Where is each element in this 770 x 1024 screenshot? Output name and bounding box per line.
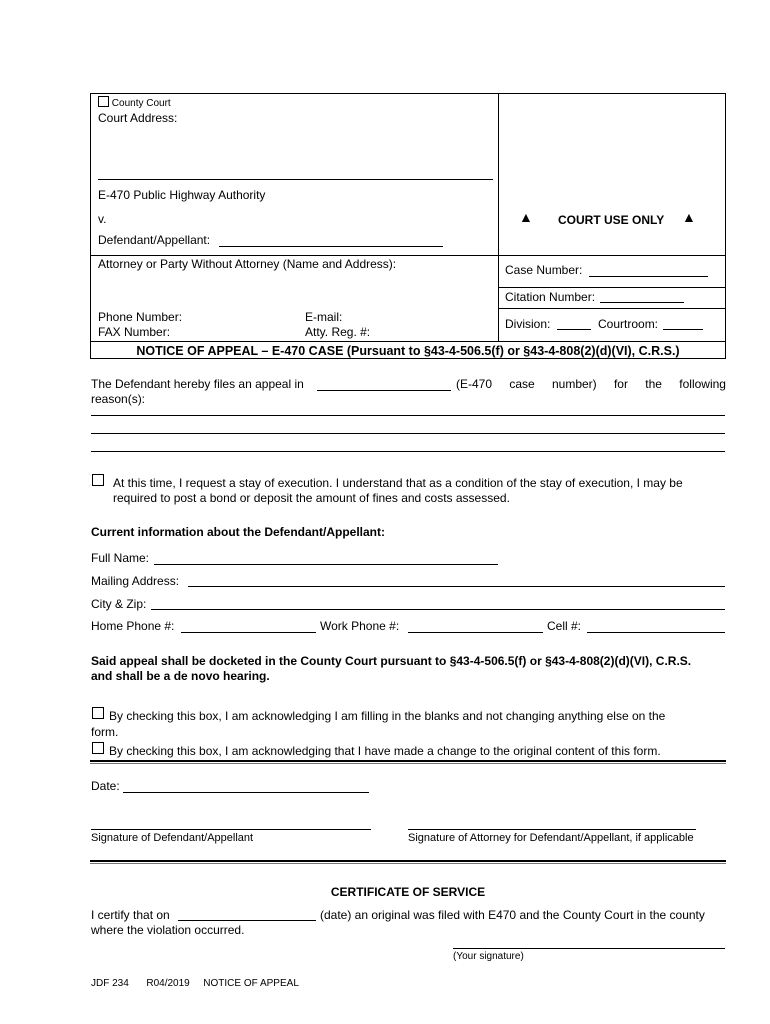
changed-checkbox[interactable]	[92, 742, 104, 754]
mailing-address-label: Mailing Address:	[91, 574, 180, 588]
full-name-line[interactable]	[154, 564, 498, 565]
home-phone-line[interactable]	[181, 632, 316, 633]
certificate-heading: CERTIFICATE OF SERVICE	[330, 885, 486, 899]
court-address-line[interactable]	[98, 179, 493, 180]
stay-checkbox[interactable]	[92, 474, 104, 486]
appeal-case-number-line[interactable]	[317, 390, 451, 391]
mailing-address-line[interactable]	[188, 586, 725, 587]
citation-number-line[interactable]	[600, 302, 684, 303]
phone-label: Phone Number:	[98, 310, 183, 324]
defendant-signature-label: Signature of Defendant/Appellant	[91, 832, 254, 844]
footer	[91, 978, 299, 989]
appeal-intro-prefix: The Defendant hereby files an appeal in	[91, 377, 304, 391]
cell-label: Cell #:	[547, 619, 582, 633]
plaintiff-name: E-470 Public Highway Authority	[98, 188, 266, 202]
work-phone-label: Work Phone #:	[320, 619, 400, 633]
courtroom-line[interactable]	[663, 329, 703, 330]
appeal-intro-line2: reason(s):	[91, 392, 146, 406]
date-line[interactable]	[123, 792, 369, 793]
citation-divider	[498, 308, 726, 309]
no-change-checkbox[interactable]	[92, 707, 104, 719]
appeal-intro-suffix: (E-470 case number) for the following	[456, 377, 726, 391]
docketed-line1: Said appeal shall be docketed in the County Court pursuant to §43-4-506.5(f) or §43-4-808(2)(d)(VI), C.R.S.	[91, 654, 692, 668]
case-number-label: Case Number:	[505, 263, 583, 277]
fax-label: FAX Number:	[98, 325, 171, 339]
your-signature-label: (Your signature)	[453, 951, 524, 962]
reason-line[interactable]	[91, 451, 725, 452]
reason-line[interactable]	[91, 433, 725, 434]
courtroom-label: Courtroom:	[598, 317, 659, 331]
section-separator	[90, 760, 726, 764]
court-address-label: Court Address:	[98, 111, 178, 125]
county-court-label: County Court	[111, 98, 171, 109]
citation-number-label: Citation Number:	[505, 290, 596, 304]
form-title: NOTICE OF APPEAL – E-470 CASE (Pursuant to §43-4-506.5(f) or §43-4-808(2)(d)(VI), C.R.S.)	[136, 344, 680, 358]
cell-line[interactable]	[587, 632, 725, 633]
full-name-label: Full Name:	[91, 551, 150, 565]
no-change-text-line2: form.	[91, 725, 119, 739]
division-line[interactable]	[557, 329, 591, 330]
no-change-text-line1: By checking this box, I am acknowledging I am filling in the blanks and not changing anything else on the	[109, 709, 666, 723]
versus-label: v.	[98, 212, 107, 226]
email-label: E-mail:	[305, 310, 343, 324]
certify-suffix: (date) an original was filed with E470 and the County Court in the county	[320, 908, 705, 922]
triangle-up-icon: ▲	[519, 209, 533, 225]
changed-text: By checking this box, I am acknowledging that I have made a change to the original content of this form.	[109, 744, 661, 758]
division-label: Division:	[505, 317, 551, 331]
reason-line[interactable]	[91, 415, 725, 416]
date-label: Date:	[91, 779, 120, 793]
defendant-label: Defendant/Appellant:	[98, 233, 211, 247]
home-phone-label: Home Phone #:	[91, 619, 175, 633]
case-number-line[interactable]	[589, 276, 708, 277]
caption-divider-attorney	[90, 255, 726, 256]
form-name: NOTICE OF APPEAL	[203, 978, 299, 989]
attorney-signature-line[interactable]	[408, 829, 696, 830]
triangle-up-icon: ▲	[682, 209, 696, 225]
attorney-label: Attorney or Party Without Attorney (Name and Address):	[98, 257, 397, 271]
certify-date-line[interactable]	[178, 920, 316, 921]
form-id: JDF 234	[91, 978, 129, 989]
atty-reg-label: Atty. Reg. #:	[305, 325, 371, 339]
court-use-only-label: COURT USE ONLY	[558, 213, 665, 227]
defendant-name-line[interactable]	[219, 246, 443, 247]
caption-divider-title	[90, 341, 726, 342]
defendant-signature-line[interactable]	[91, 829, 371, 830]
county-court-checkbox[interactable]	[98, 96, 109, 107]
attorney-signature-label: Signature of Attorney for Defendant/Appellant, if applicable	[408, 832, 694, 844]
case-number-divider	[498, 287, 726, 288]
certify-prefix: I certify that on	[91, 908, 170, 922]
city-zip-line[interactable]	[151, 609, 725, 610]
city-zip-label: City & Zip:	[91, 597, 147, 611]
section-separator	[90, 860, 726, 864]
your-signature-line[interactable]	[453, 948, 725, 949]
work-phone-line[interactable]	[408, 632, 543, 633]
stay-text-line1: At this time, I request a stay of execution. I understand that as a condition of the stay of execution, I may be	[113, 476, 683, 490]
docketed-line2: and shall be a de novo hearing.	[91, 669, 270, 683]
stay-text-line2: required to post a bond or deposit the amount of fines and costs assessed.	[113, 491, 510, 505]
form-revision: R04/2019	[146, 978, 190, 989]
current-info-heading: Current information about the Defendant/Appellant:	[91, 525, 385, 539]
certify-line2: where the violation occurred.	[91, 923, 245, 937]
caption-vertical-divider	[498, 93, 499, 341]
county-court-option	[98, 96, 171, 109]
